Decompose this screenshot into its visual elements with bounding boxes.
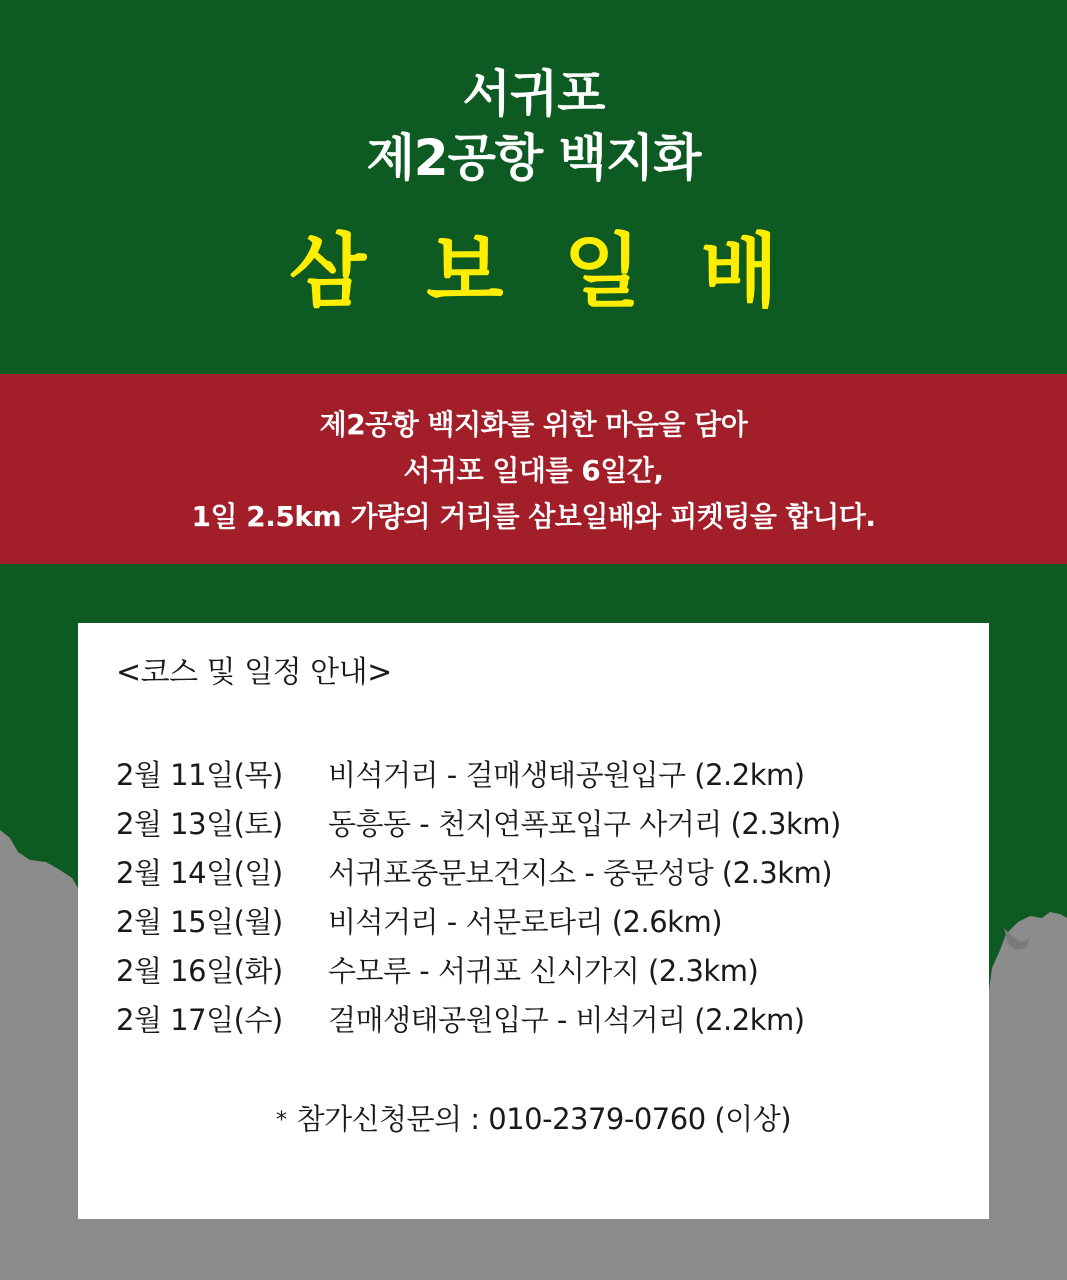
banner xyxy=(0,374,1067,564)
schedule-date: 2월 11일(목) xyxy=(116,758,283,792)
banner-line-1: 제2공항 백지화를 위한 마음을 담아 xyxy=(319,408,748,441)
schedule-list xyxy=(116,751,976,1045)
schedule-row xyxy=(116,947,976,996)
schedule-date: 2월 16일(화) xyxy=(116,954,283,988)
schedule-route: 비석거리 - 서문로타리 (2.6km) xyxy=(328,905,723,939)
schedule-date: 2월 13일(토) xyxy=(116,807,283,841)
banner-line-3: 1일 2.5km 가량의 거리를 삼보일배와 피켓팅을 합니다. xyxy=(191,500,876,533)
schedule-route: 비석거리 - 걸매생태공원입구 (2.2km) xyxy=(328,758,805,792)
header xyxy=(0,62,1067,190)
schedule-heading: <코스 및 일정 안내> xyxy=(116,655,392,690)
schedule-route: 수모루 - 서귀포 신시가지 (2.3km) xyxy=(328,954,759,988)
highlight-title: 삼보일배 xyxy=(288,225,839,318)
schedule-route: 서귀포중문보건지소 - 중문성당 (2.3km) xyxy=(328,856,833,890)
schedule-row xyxy=(116,751,976,800)
schedule-row xyxy=(116,898,976,947)
title-line-1: 서귀포 xyxy=(462,65,605,123)
contact-text: 참가신청문의 : 010-2379-0760 (이상) xyxy=(296,1102,792,1136)
schedule-date: 2월 17일(수) xyxy=(116,1003,283,1037)
banner-line-2: 서귀포 일대를 6일간, xyxy=(403,454,664,487)
schedule-row xyxy=(116,996,976,1045)
schedule-panel xyxy=(78,623,989,1219)
schedule-row xyxy=(116,849,976,898)
schedule-route: 동흥동 - 천지연폭포입구 사거리 (2.3km) xyxy=(328,807,841,841)
title-line-2: 제2공항 백지화 xyxy=(366,129,701,187)
schedule-row xyxy=(116,800,976,849)
contact-info xyxy=(78,1097,989,1143)
schedule-date: 2월 15일(월) xyxy=(116,905,283,939)
schedule-date: 2월 14일(일) xyxy=(116,856,283,890)
schedule-route: 걸매생태공원입구 - 비석거리 (2.2km) xyxy=(328,1003,805,1037)
asterisk-icon: * xyxy=(275,1108,287,1133)
